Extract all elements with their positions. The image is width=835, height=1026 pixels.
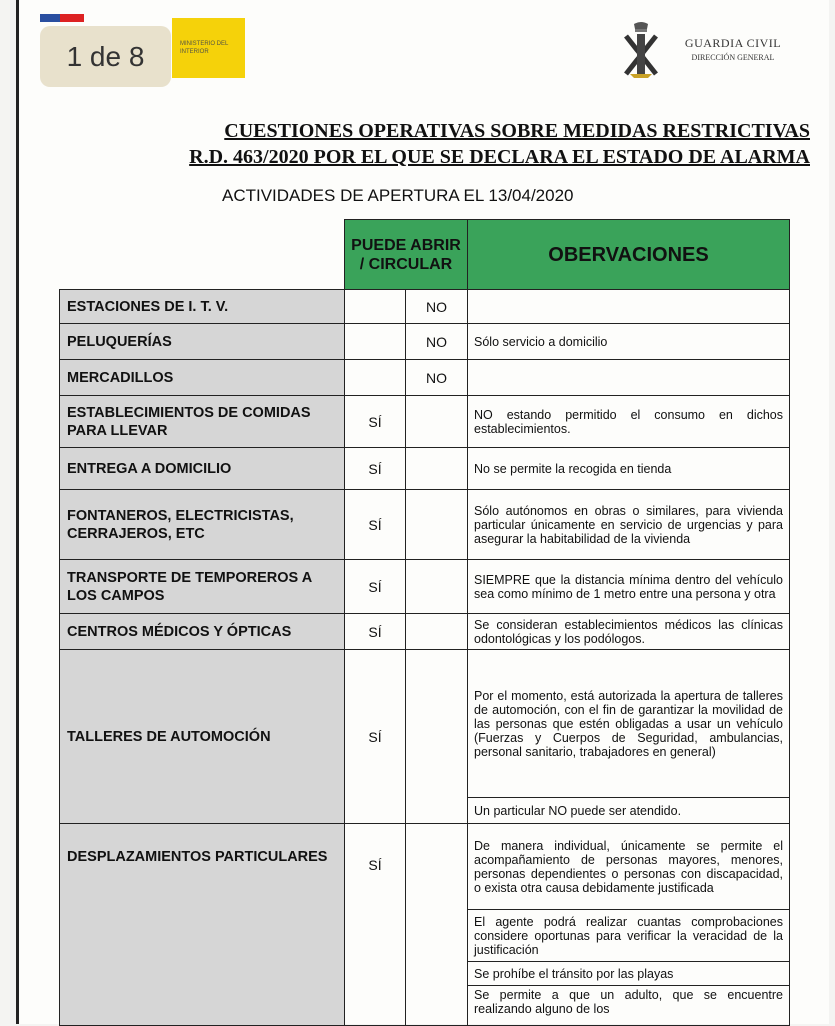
row-activity: ENTREGA A DOMICILIO — [60, 448, 345, 490]
row-observation: Un particular NO puede ser atendido. — [468, 798, 790, 824]
table-row — [60, 396, 790, 448]
guardia-civil-emblem-icon — [618, 20, 664, 78]
row-observation: NO estando permitido el consumo en dichos establecimientos. — [468, 396, 790, 448]
table-row — [60, 614, 790, 650]
row-no: NO — [406, 290, 468, 324]
row-si: SÍ — [345, 396, 406, 448]
row-si: SÍ — [345, 650, 406, 824]
row-observation: Sólo autónomos en obras o similares, para vivienda particular únicamente en servicio de urgencias y para asegurar la habitabilidad de la vivienda — [468, 490, 790, 560]
row-observation — [468, 290, 790, 324]
table-row — [60, 360, 790, 396]
row-activity: ESTABLECIMIENTOS DE COMIDAS PARA LLEVAR — [60, 396, 345, 448]
row-activity: PELUQUERÍAS — [60, 324, 345, 360]
row-observation: De manera individual, únicamente se permite el acompañamiento de personas mayores, menores, personas dependientes o personas con discapacidad, o exista otra causa debidamente justificada — [468, 824, 790, 910]
row-observation — [468, 360, 790, 396]
row-si — [345, 324, 406, 360]
org-sub: DIRECCIÓN GENERAL — [691, 53, 775, 62]
row-no — [406, 448, 468, 490]
row-no: NO — [406, 324, 468, 360]
row-no: NO — [406, 360, 468, 396]
row-si — [345, 290, 406, 324]
row-activity: ESTACIONES DE I. T. V. — [60, 290, 345, 324]
row-si: SÍ — [345, 824, 406, 1026]
row-activity: DESPLAZAMIENTOS PARTICULARES — [60, 824, 345, 1026]
row-activity: TRANSPORTE DE TEMPOREROS A LOS CAMPOS — [60, 560, 345, 614]
flag-strip — [40, 14, 84, 22]
row-observation: Se consideran establecimientos médicos las clínicas odontológicas y los podólogos. — [468, 614, 790, 650]
row-observation: SIEMPRE que la distancia mínima dentro del vehículo sea como mínimo de 1 metro entre una persona y otra — [468, 560, 790, 614]
table-row — [60, 560, 790, 614]
row-no — [406, 396, 468, 448]
activities-table — [59, 219, 790, 1026]
table-row — [60, 490, 790, 560]
row-si: SÍ — [345, 614, 406, 650]
row-activity: TALLERES DE AUTOMOCIÓN — [60, 650, 345, 824]
row-activity: CENTROS MÉDICOS Y ÓPTICAS — [60, 614, 345, 650]
row-observation: Sólo servicio a domicilio — [468, 324, 790, 360]
table-row — [60, 448, 790, 490]
row-observation: El agente podrá realizar cuantas comprobaciones considere oportunas para verificar la veracidad de la justificación — [468, 910, 790, 962]
title-line-1: CUESTIONES OPERATIVAS SOBRE MEDIDAS RESTRICTIVAS — [224, 120, 810, 142]
row-no — [406, 824, 468, 1026]
row-no — [406, 650, 468, 824]
row-si: SÍ — [345, 490, 406, 560]
table-header-row — [60, 220, 790, 290]
org-name: GUARDIA CIVIL — [684, 36, 782, 50]
row-observation: Por el momento, está autorizada la apertura de talleres de automoción, con el fin de garantizar la movilidad de las personas que estén obligadas a usar un vehículo (Fuerzas y Cuerpos de Seguridad, ambulancias, personal sanitario, trabajadores en general) — [468, 650, 790, 798]
table-row — [60, 324, 790, 360]
row-si — [345, 360, 406, 396]
table-row — [60, 650, 790, 798]
row-observation: Se prohíbe el tránsito por las playas — [468, 962, 790, 986]
row-si: SÍ — [345, 448, 406, 490]
row-observation: No se permite la recogida en tienda — [468, 448, 790, 490]
row-activity: MERCADILLOS — [60, 360, 345, 396]
document-subtitle: ACTIVIDADES DE APERTURA EL 13/04/2020 — [222, 186, 574, 205]
header-status-label: PUEDE ABRIR / CIRCULAR — [351, 236, 461, 273]
row-no — [406, 614, 468, 650]
header-observations: OBERVACIONES — [468, 220, 790, 290]
header-status — [345, 220, 468, 290]
row-observation: Se permite a que un adulto, que se encuentre realizando alguno de los — [468, 986, 790, 1026]
row-no — [406, 490, 468, 560]
org-header — [672, 36, 794, 62]
row-no — [406, 560, 468, 614]
page-indicator: 1 de 8 — [40, 26, 171, 87]
document-title — [110, 118, 810, 170]
table-row — [60, 290, 790, 324]
row-si: SÍ — [345, 560, 406, 614]
table-row — [60, 824, 790, 910]
row-activity: FONTANEROS, ELECTRICISTAS, CERRAJEROS, ETC — [60, 490, 345, 560]
ministry-logo-text: MINISTERIO DEL INTERIOR — [180, 41, 229, 55]
title-line-2: R.D. 463/2020 POR EL QUE SE DECLARA EL ESTADO DE ALARMA — [189, 146, 810, 168]
